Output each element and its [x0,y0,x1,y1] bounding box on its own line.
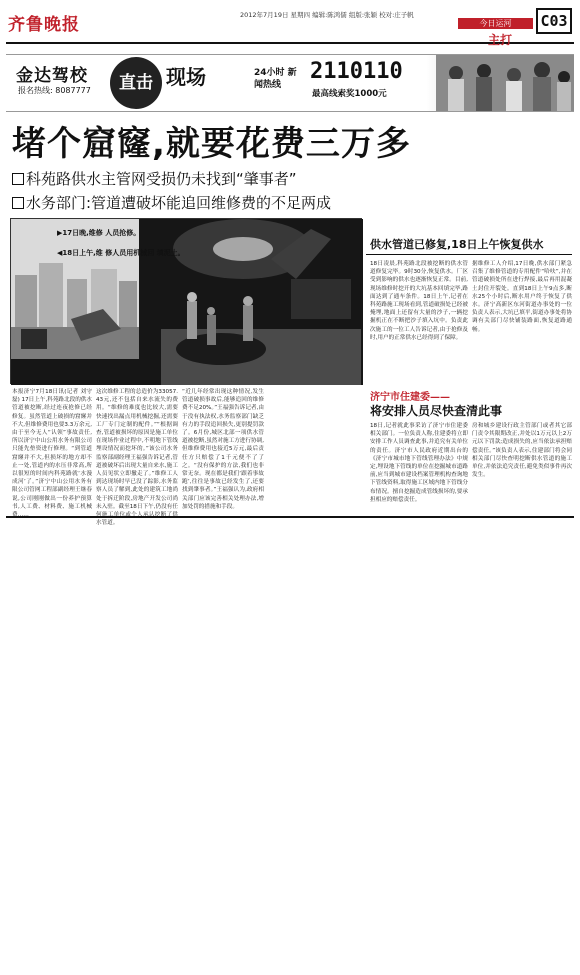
headline: 堵个窟窿,就要花费三万多 [12,124,411,164]
subhead-1-text: 科苑路供水主管网受损仍未找到“肇事者” [26,170,297,188]
daytime-scene [11,219,139,359]
news-photo [10,218,362,384]
photo-inset [11,219,185,359]
sidebar-kicker: 济宁市住建委—— [370,392,450,403]
photo-caption-1: ▶17日晚,维修 人员抢修。 [57,229,141,237]
masthead [6,4,574,47]
square-bullet-icon [12,173,24,185]
hotline-label: 24小时 新闻热线 [254,68,297,90]
column-banner [6,54,574,112]
subhead-2-text: 水务部门:管道遭破坏能追回维修费的不足两成 [26,194,332,212]
issue-meta: 2012年7月19日 星期四 编辑:陈鸿儒 组版:张颖 校对:庄子帆 [240,11,414,19]
paper-name: 齐鲁晚报 [8,15,80,35]
article-column-7: 房和城乡建设行政主管部门或者其它部门责令其限期改正,并处以1万元以上2万元以下罚款;造成损失的,应当依法承担赔偿责任。”该负责人表示,住建部门将会同相关部门尽快查明挖断供水管道的施工单位,并依法追究责任,避免类似事件再次发生。 [472,423,572,479]
section-bottom: 主打 [488,33,513,47]
page-number: C03 [536,8,572,34]
sidebar-title: 将安排人员尽快查清此事 [370,404,503,418]
bottom-rule [6,516,574,518]
reward-text: 最高线索奖1000元 [312,89,387,99]
photo-caption-2: ◀18日上午,维 修人员用机械回 填泥土。 [57,249,185,257]
subhead-1 [12,168,297,189]
article-column-6: 18日,记者就此事采访了济宁市住建委相关部门。一位负责人称,住建委将立即安排工作人员调查此事,并追究有关单位的责任。济宁市人民政府近期出台的《济宁市城市地下管线管理办法》中规定,埋设地下管线的单位在挖掘城市道路前,应当到城市建设档案管理机构查询地下管线资料,取得施工区域内地下管线分布情况。擅自挖掘造成管线损坏的,要承担相应的赔偿责任。 [370,423,468,503]
sponsor-brand: 金达驾校 [16,66,88,86]
crowd-photo [436,55,574,111]
section-label [458,18,533,47]
sponsor-phone: 报名热线: 8087777 [18,86,91,95]
article-column-1: 本报济宁7月18日讯(记者 刘守磊) 17日上午,科苑路北段的供水管道被挖断,经过连夜抢修已经修复。虽然管道上破损的窟窿并不大,但维修费用也要3.3万余元,由于至今无人“认领”事故责任,所以济宁中山公用水务有限公司只能先垫资进行修理。“到管道窟窿并不大,但损坏的地方却不止一处,管道内的水压非常高,所以很短的时间内科苑路就‘水漫成河’了。”济宁中山公用水务有限公司管网工程部副经理王继春说,公司刚刚做出一份养护预算书,人工费、材料费、施工机械 [12,389,92,510]
newspaper-page [6,4,574,527]
section-top: 今日运河 [458,18,533,29]
article-column-5: 据维修工人介绍,17日晚,供水部门紧急召集了维修管道的专用配件“哈呋”,并在管道破损处所在进行焊接,最后再用混凝土封住开裂处。直到18日上午9点多,断水25个小时后,断水用户终于恢复了供水。济宁高新区东河街道办事处的一位负责人表示,大坑已填平,街道办事处将协调有关部门尽快铺装路面,恢复道路通畅。 [472,261,572,333]
hotline-number: 2110110 [310,59,403,84]
subhead-2 [12,192,331,213]
divider [366,254,572,255]
article-column-4: 18日凌晨,科苑路北段被挖断的供水管道修复完毕。9时30分,恢复供水。厂区受到影响的供水也逐渐恢复正常。目前,现场维修时挖开的大坑基本回填完毕,路面达到了通车条件。18日上午,记者在科苑路施工现场看到,管道破损处已经被掩埋,地面上还留有大量的沙子,一辆挖掘机正在不断把沙子填入坑中。负责此次施工的一位工人告诉记者,由于抢修及时,用户的正常供水已经得到了保障。 [370,261,468,341]
article-column-2: 这次维修工程的总造价为33057.43元,还不包括自来水流失的费用。“维修的难度也比较大,需要快速找出漏点用机械挖掘,还需要工厂专门定制的配件。”“根据调查,管道被损坏的原因是施工单位在现场作业过程中,不明地下管线埋设情况而挖坏的。”该公司水务监察部副经理王福强告诉记者,管道被破坏后出现大量自来水,施工人员见状立即撤走了。”维修工人到达现场时早已没了踪影,水务监察人员了解到,此处的建筑工地尚处于拆迁阶段,房地产开发公司尚未入驻。截至18日下午,仍没有任 水管道。 [96,389,178,527]
sidebar-headline: 供水管道已修复,18日上午恢复供水 [370,238,544,251]
square-bullet-icon [12,197,24,209]
zhiji-logo: 直击 [110,57,162,109]
column-name: 现场 [166,65,206,89]
article-column-3: “近几年经常出现这种情况,发生管道破损事故后,能够追回的维修费不足20%。”王福强告诉记者,由于没有执法权,水务监察部门缺乏有力的手段追回损失,更别提罚款了。6月份,城区北部一项供水管道被挖断,虽然对施工方进行协调,但维修费用也接近5万元,最后责任方只赔偿了1千元便不了了之。“没有保护的方法,我们也非常无奈。现在都是我们‘跟着事故跑’,往往是事故已经发生了,还要找到肇事者。”王福强认为,政府相关部门应该完善相关处理办法,增加处罚的措施和手段。 [182,389,264,510]
